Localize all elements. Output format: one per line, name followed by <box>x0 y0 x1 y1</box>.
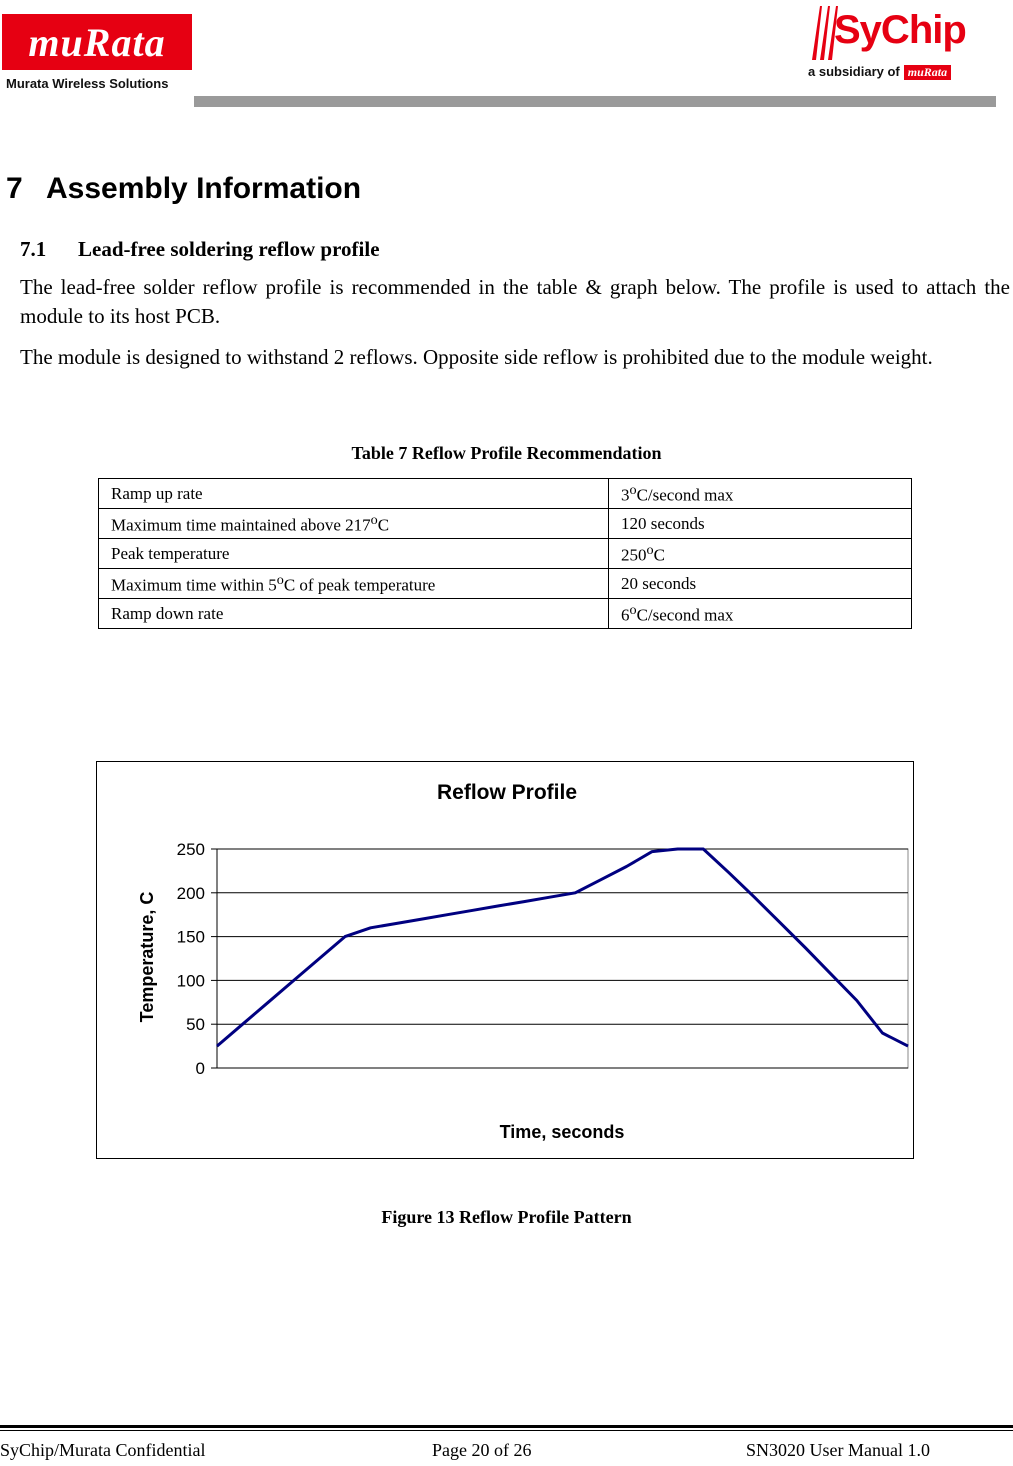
table-row <box>99 539 912 569</box>
chart-y-ticks <box>177 840 217 1078</box>
y-tick-label: 200 <box>176 883 205 903</box>
y-tick-label: 150 <box>176 927 205 947</box>
table-cell-value: 20 seconds <box>609 569 912 599</box>
y-tick-label: 50 <box>186 1015 205 1035</box>
y-tick-label: 100 <box>176 971 205 991</box>
table-cell-value: 3$^o$C/second max <box>609 479 912 509</box>
chart-title: Reflow Profile <box>436 781 578 804</box>
reflow-chart-svg <box>97 762 913 1158</box>
y-tick-label: 0 <box>195 1059 205 1078</box>
header-bar <box>194 96 996 107</box>
chart-x-axis-label: Time, seconds <box>499 1122 625 1142</box>
murata-logo-text: muRata <box>28 19 166 65</box>
table-cell-value: 120 seconds <box>609 509 912 539</box>
table-caption: Table 7 Reflow Profile Recommendation <box>351 443 662 463</box>
sychip-tagline-text: a subsidiary of <box>808 64 900 79</box>
sychip-tagline-murata: muRata <box>904 65 951 80</box>
y-tick-label: 250 <box>176 840 205 859</box>
subsection-number: 7.1 <box>20 237 47 261</box>
footer-rule-thin <box>0 1430 1013 1431</box>
footer-confidential: SyChip/Murata Confidential <box>0 1440 206 1460</box>
paragraph-reflows: The module is designed to withstand 2 reflows. Opposite side reflow is prohibited due to the module weight. <box>20 345 933 369</box>
table-cell-parameter: Ramp down rate <box>99 599 609 629</box>
chart-y-axis-label: Temperature, C <box>137 891 157 1023</box>
table-cell-parameter: Ramp up rate <box>99 479 609 509</box>
table-row <box>99 569 912 599</box>
table-cell-value: 6$^o$C/second max <box>609 599 912 629</box>
subsection-heading <box>20 237 380 262</box>
reflow-chart <box>96 761 914 1159</box>
table-row <box>99 599 912 629</box>
table-cell-parameter: Peak temperature <box>99 539 609 569</box>
footer-page-number: Page 20 of 26 <box>432 1440 532 1460</box>
table-cell-parameter: Maximum time maintained above 217$^o$C <box>99 509 609 539</box>
table-row <box>99 509 912 539</box>
table-cell-parameter: Maximum time within 5$^o$C of peak temperature <box>99 569 609 599</box>
reflow-table <box>98 478 912 629</box>
figure-caption: Figure 13 Reflow Profile Pattern <box>381 1207 632 1227</box>
murata-tagline: Murata Wireless Solutions <box>6 76 169 91</box>
section-title: Assembly Information <box>46 172 362 205</box>
section-heading <box>6 172 361 206</box>
chart-series <box>217 849 908 1046</box>
footer-rule <box>0 1425 1013 1428</box>
sychip-tagline <box>808 64 951 80</box>
table-cell-value: 250$^o$C <box>609 539 912 569</box>
footer-document-name: SN3020 User Manual 1.0 <box>746 1440 930 1460</box>
murata-logo <box>2 14 194 94</box>
series-line <box>217 849 908 1046</box>
subsection-title: Lead-free soldering reflow profile <box>78 237 380 261</box>
paragraph-intro: The lead-free solder reflow profile is recommended in the table & graph below. The profile is used to attach the module to its host PCB. <box>20 275 1010 328</box>
sychip-logo <box>800 0 1010 92</box>
table-row <box>99 479 912 509</box>
section-number: 7 <box>6 172 23 205</box>
sychip-logo-text: SyChip <box>834 8 966 52</box>
murata-logo-mark <box>2 14 192 70</box>
